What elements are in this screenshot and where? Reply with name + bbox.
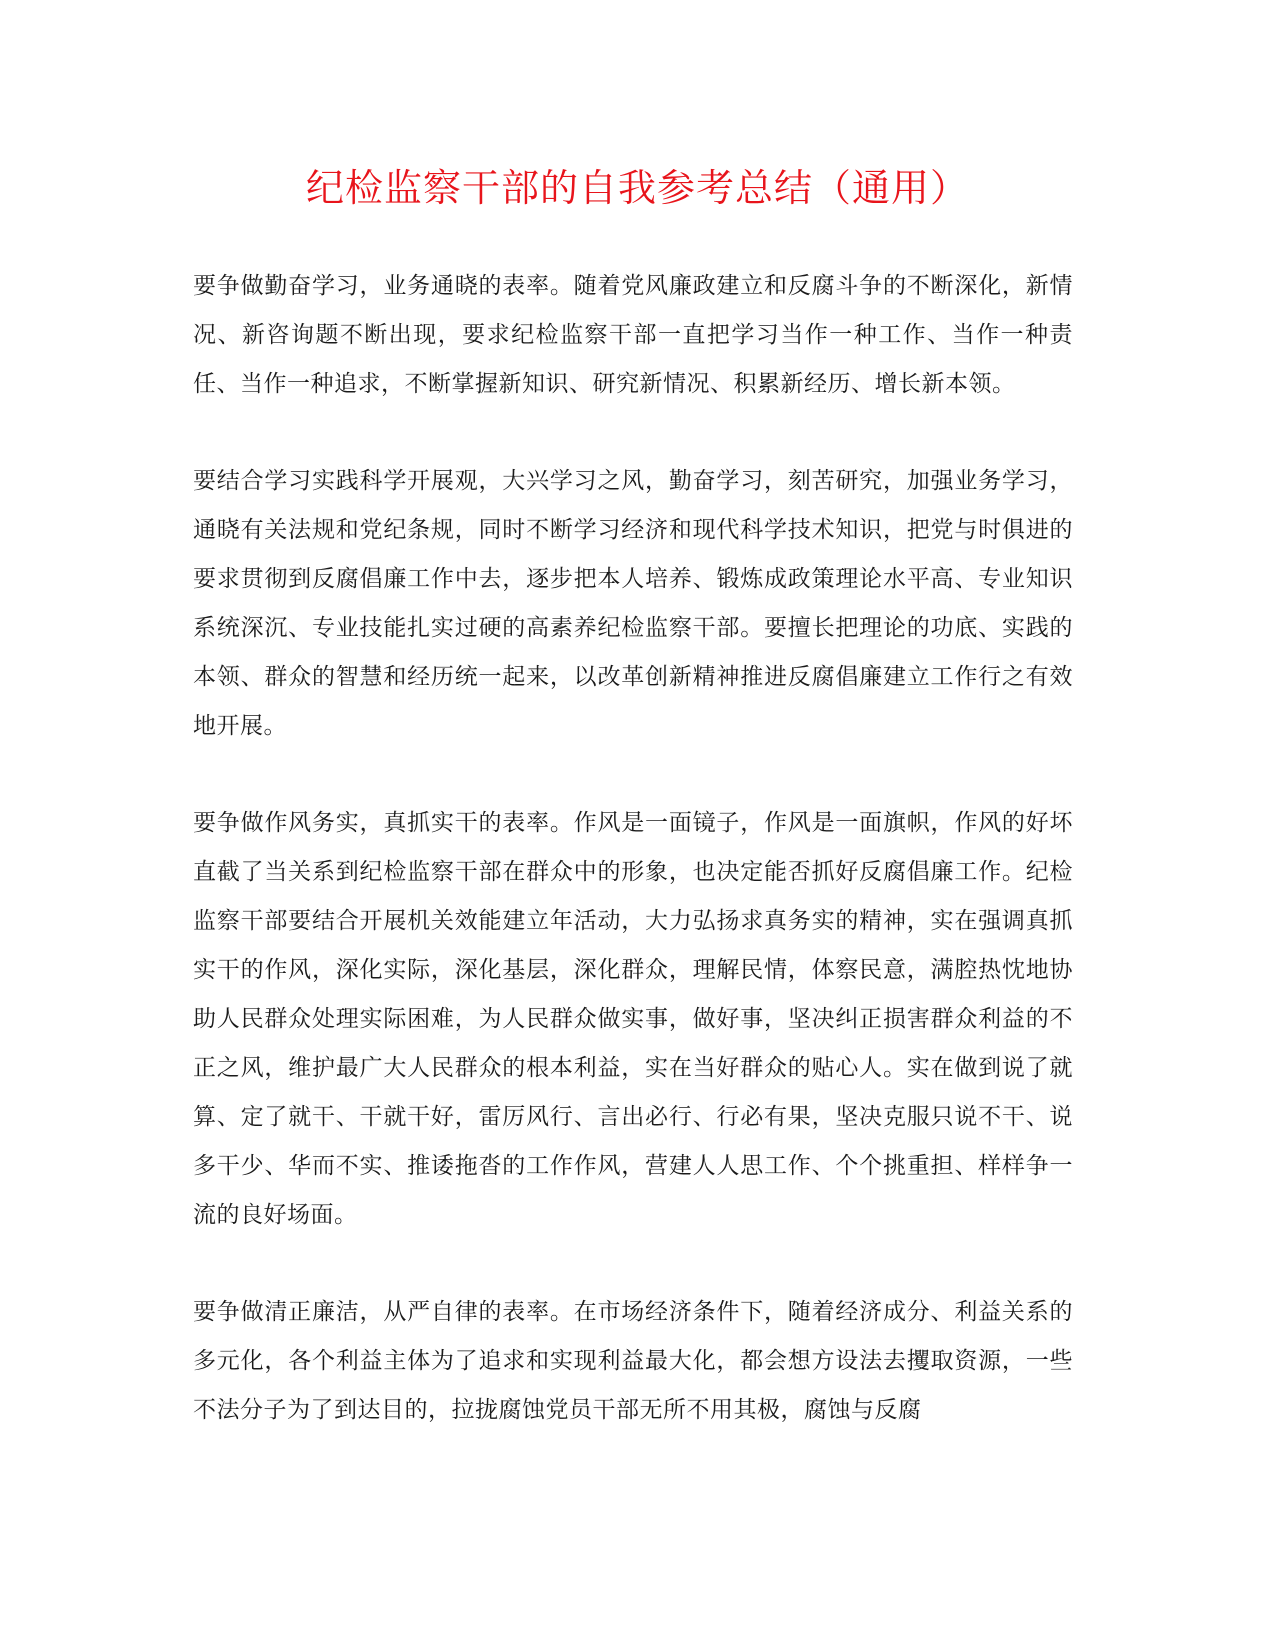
paragraph-2: 要结合学习实践科学开展观，大兴学习之风，勤奋学习，刻苦研究，加强业务学习，通晓有关法规和党纪条规，同时不断学习经济和现代科学技术知识，把党与时俱进的要求贯彻到反腐倡廉工作中去，逐步把本人培养、锻炼成政策理论水平高、专业知识系统深沉、专业技能扎实过硬的高素养纪检监察干部。要擅长把理论的功底、实践的本领、群众的智慧和经历统一起来，以改革创新精神推进反腐倡廉建立工作行之有效地开展。	[193, 468, 1073, 739]
document-title: 纪检监察干部的自我参考总结（通用）	[305, 166, 969, 210]
document-body	[193, 262, 1073, 1483]
paragraph-4: 要争做清正廉洁，从严自律的表率。在市场经济条件下，随着经济成分、利益关系的多元化，各个利益主体为了追求和实现利益最大化，都会想方设法去攫取资源，一些不法分子为了到达目的，拉拢腐蚀党员干部无所不用其极，腐蚀与反腐	[193, 1299, 1073, 1423]
paragraph-1: 要争做勤奋学习，业务通晓的表率。随着党风廉政建立和反腐斗争的不断深化，新情况、新咨询题不断出现，要求纪检监察干部一直把学习当作一种工作、当作一种责任、当作一种追求，不断掌握新知识、研究新情况、积累新经历、增长新本领。	[193, 273, 1073, 397]
paragraph-3: 要争做作风务实，真抓实干的表率。作风是一面镜子，作风是一面旗帜，作风的好坏直截了当关系到纪检监察干部在群众中的形象，也决定能否抓好反腐倡廉工作。纪检监察干部要结合开展机关效能建立年活动，大力弘扬求真务实的精神，实在强调真抓实干的作风，深化实际，深化基层，深化群众，理解民情，体察民意，满腔热忱地协助人民群众处理实际困难，为人民群众做实事，做好事，坚决纠正损害群众利益的不正之风，维护最广大人民群众的根本利益，实在当好群众的贴心人。实在做到说了就算、定了就干、干就干好，雷厉风行、言出必行、行必有果，坚决克服只说不干、说多干少、华而不实、推诿拖沓的工作作风，营建人人思工作、个个挑重担、样样争一流的良好场面。	[193, 810, 1073, 1228]
